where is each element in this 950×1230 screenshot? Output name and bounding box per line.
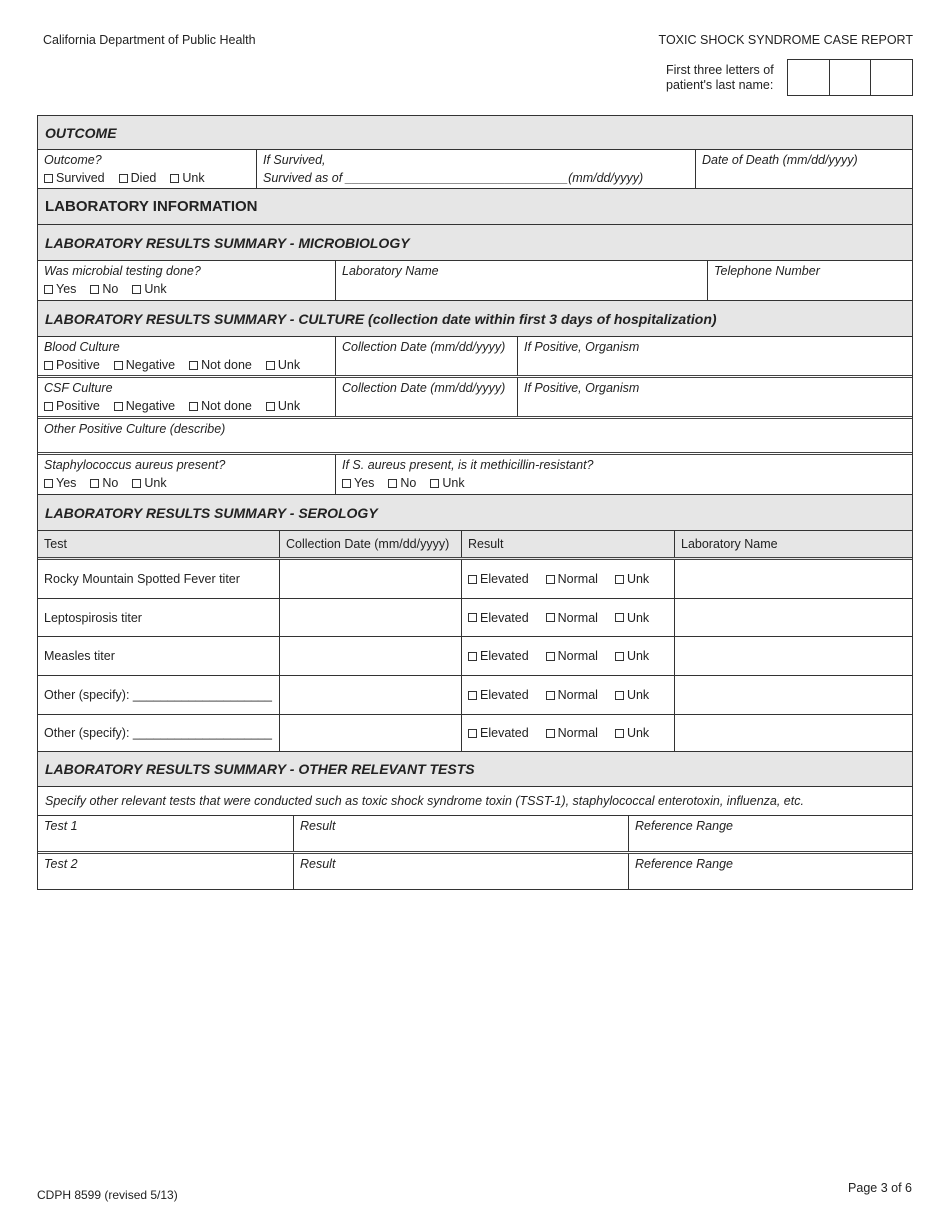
checkbox-icon	[468, 613, 477, 622]
staph-row	[38, 455, 912, 495]
initials-boxes[interactable]	[787, 59, 913, 96]
serology-collection-date-field[interactable]	[280, 599, 462, 636]
checkbox-icon	[468, 575, 477, 584]
checkbox-icon	[44, 361, 53, 370]
test-1-field[interactable]: Test 1	[38, 816, 294, 851]
serology-lab-name-field[interactable]	[675, 637, 912, 675]
serology-lab-name-field[interactable]	[675, 676, 912, 714]
csf-positive-checkbox[interactable]: Positive	[44, 399, 100, 413]
checkbox-icon	[342, 479, 351, 488]
test-2-row	[38, 854, 912, 889]
form-id: CDPH 8599 (revised 5/13)	[37, 1188, 178, 1202]
csf-collection-date-field[interactable]: Collection Date (mm/dd/yyyy)	[336, 378, 518, 416]
mrsa-cell: If S. aureus present, is it methicillin-resistant? Yes No Unk	[342, 458, 594, 490]
checkbox-icon	[170, 174, 179, 183]
checkbox-icon	[266, 402, 275, 411]
checkbox-icon	[546, 652, 555, 661]
test-1-row	[38, 816, 912, 854]
checkbox-icon	[44, 402, 53, 411]
result-unk-checkbox[interactable]: Unk	[615, 572, 649, 586]
survived-label: If Survived,	[263, 153, 326, 167]
result-elevated-checkbox[interactable]: Elevated	[468, 688, 529, 702]
microbiology-section-header: LABORATORY RESULTS SUMMARY - MICROBIOLOGY	[38, 225, 912, 261]
checkbox-icon	[44, 174, 53, 183]
initials-label: First three letters of patient's last name:	[666, 63, 774, 92]
serology-section-header: LABORATORY RESULTS SUMMARY - SEROLOGY	[38, 495, 912, 531]
mrsa-no-checkbox[interactable]: No	[388, 476, 416, 490]
checkbox-icon	[546, 729, 555, 738]
outcome-unk-checkbox[interactable]: Unk	[170, 171, 204, 185]
test-2-range-field[interactable]: Reference Range	[635, 857, 733, 871]
blood-culture-row	[38, 337, 912, 378]
micro-lab-name-field[interactable]: Laboratory Name	[336, 261, 708, 300]
table-row	[38, 599, 912, 637]
result-unk-checkbox[interactable]: Unk	[615, 726, 649, 740]
checkbox-icon	[189, 361, 198, 370]
result-unk-checkbox[interactable]: Unk	[615, 611, 649, 625]
result-normal-checkbox[interactable]: Normal	[546, 688, 598, 702]
serology-test-name: Measles titer	[38, 637, 280, 675]
microbiology-row	[38, 261, 912, 301]
checkbox-icon	[615, 691, 624, 700]
checkbox-icon	[388, 479, 397, 488]
survived-as-of-cell[interactable]	[257, 150, 696, 188]
col-lab-name: Laboratory Name	[681, 537, 778, 551]
table-row	[38, 676, 912, 715]
checkbox-icon	[90, 285, 99, 294]
staph-present-cell: Staphylococcus aureus present? Yes No Unk	[38, 455, 336, 494]
serology-lab-name-field[interactable]	[675, 599, 912, 636]
outcome-row	[38, 150, 912, 189]
result-normal-checkbox[interactable]: Normal	[546, 611, 598, 625]
test-1-result-field[interactable]: Result	[294, 816, 629, 851]
outcome-survived-checkbox[interactable]: Survived	[44, 171, 105, 185]
table-row	[38, 560, 912, 599]
result-unk-checkbox[interactable]: Unk	[615, 688, 649, 702]
result-elevated-checkbox[interactable]: Elevated	[468, 611, 529, 625]
outcome-label: Outcome?	[44, 153, 102, 167]
serology-result-cell	[462, 560, 675, 598]
serology-collection-date-field[interactable]	[280, 637, 462, 675]
csf-negative-checkbox[interactable]: Negative	[114, 399, 175, 413]
checkbox-icon	[44, 479, 53, 488]
checkbox-icon	[615, 652, 624, 661]
report-form	[37, 115, 913, 890]
staph-unk-checkbox[interactable]: Unk	[132, 476, 166, 490]
outcome-cell	[38, 150, 257, 188]
serology-test-name: Rocky Mountain Spotted Fever titer	[38, 560, 280, 598]
other-tests-instructions: Specify other relevant tests that were conducted such as toxic shock syndrome toxin (TSST-1), staphylococcal enterotoxin, influenza, etc.	[38, 787, 912, 816]
checkbox-icon	[189, 402, 198, 411]
result-elevated-checkbox[interactable]: Elevated	[468, 726, 529, 740]
serology-lab-name-field[interactable]	[675, 560, 912, 598]
staph-yes-checkbox[interactable]: Yes	[44, 476, 76, 490]
result-unk-checkbox[interactable]: Unk	[615, 649, 649, 663]
checkbox-icon	[44, 285, 53, 294]
serology-collection-date-field[interactable]	[280, 715, 462, 751]
result-normal-checkbox[interactable]: Normal	[546, 726, 598, 740]
checkbox-icon	[468, 691, 477, 700]
initial-box-2[interactable]	[830, 60, 872, 95]
microbial-unk-checkbox[interactable]: Unk	[132, 282, 166, 296]
date-of-death-field[interactable]: Date of Death (mm/dd/yyyy)	[702, 153, 858, 167]
checkbox-icon	[615, 729, 624, 738]
checkbox-icon	[615, 575, 624, 584]
blood-organism-field[interactable]: If Positive, Organism	[524, 340, 640, 354]
serology-result-cell	[462, 676, 675, 714]
blood-collection-date-field[interactable]: Collection Date (mm/dd/yyyy)	[336, 337, 518, 375]
survived-as-of-field: Survived as of ________________________________(mm/dd/yyyy)	[263, 171, 644, 185]
initial-box-3[interactable]	[871, 60, 912, 95]
lab-info-header: LABORATORY INFORMATION	[38, 189, 912, 225]
csf-culture-cell: CSF Culture Positive Negative Not done Unk	[38, 378, 336, 416]
outcome-section-header: OUTCOME	[38, 116, 912, 150]
report-title: TOXIC SHOCK SYNDROME CASE REPORT	[658, 33, 913, 47]
blood-not-done-checkbox[interactable]: Not done	[189, 358, 252, 372]
serology-collection-date-field[interactable]	[280, 560, 462, 598]
serology-test-name[interactable]: Other (specify): ____________________	[38, 715, 280, 751]
serology-test-name[interactable]: Other (specify): ____________________	[38, 676, 280, 714]
serology-header-row	[38, 531, 912, 560]
other-tests-section-header: LABORATORY RESULTS SUMMARY - OTHER RELEVANT TESTS	[38, 752, 912, 787]
checkbox-icon	[615, 613, 624, 622]
result-elevated-checkbox[interactable]: Elevated	[468, 649, 529, 663]
checkbox-icon	[430, 479, 439, 488]
test-1-range-field[interactable]: Reference Range	[635, 819, 733, 833]
outcome-died-checkbox[interactable]: Died	[119, 171, 157, 185]
serology-collection-date-field[interactable]	[280, 676, 462, 714]
serology-lab-name-field[interactable]	[675, 715, 912, 751]
csf-culture-row	[38, 378, 912, 419]
microbial-yes-checkbox[interactable]: Yes	[44, 282, 76, 296]
staph-no-checkbox[interactable]: No	[90, 476, 118, 490]
result-normal-checkbox[interactable]: Normal	[546, 572, 598, 586]
checkbox-icon	[468, 652, 477, 661]
blood-culture-cell: Blood Culture Positive Negative Not done Unk	[38, 337, 336, 375]
microbial-no-checkbox[interactable]: No	[90, 282, 118, 296]
blood-unk-checkbox[interactable]: Unk	[266, 358, 300, 372]
table-row	[38, 715, 912, 752]
checkbox-icon	[90, 479, 99, 488]
result-elevated-checkbox[interactable]: Elevated	[468, 572, 529, 586]
test-2-field[interactable]: Test 2	[38, 854, 294, 889]
microbial-testing-cell: Was microbial testing done? Yes No Unk	[38, 261, 336, 300]
blood-positive-checkbox[interactable]: Positive	[44, 358, 100, 372]
result-normal-checkbox[interactable]: Normal	[546, 649, 598, 663]
culture-section-header: LABORATORY RESULTS SUMMARY - CULTURE (collection date within first 3 days of hospitalization)	[38, 301, 912, 337]
mrsa-yes-checkbox[interactable]: Yes	[342, 476, 374, 490]
other-positive-culture-field[interactable]: Other Positive Culture (describe)	[38, 419, 912, 455]
csf-unk-checkbox[interactable]: Unk	[266, 399, 300, 413]
checkbox-icon	[132, 285, 141, 294]
page-number: Page 3 of 6	[848, 1181, 912, 1195]
csf-organism-field[interactable]: If Positive, Organism	[524, 381, 640, 395]
csf-not-done-checkbox[interactable]: Not done	[189, 399, 252, 413]
checkbox-icon	[119, 174, 128, 183]
serology-result-cell	[462, 637, 675, 675]
checkbox-icon	[546, 691, 555, 700]
checkbox-icon	[468, 729, 477, 738]
col-collection-date: Collection Date (mm/dd/yyyy)	[280, 531, 462, 557]
initial-box-1[interactable]	[788, 60, 830, 95]
serology-result-cell	[462, 715, 675, 751]
checkbox-icon	[114, 361, 123, 370]
serology-result-cell	[462, 599, 675, 636]
col-result: Result	[462, 531, 675, 557]
test-2-result-field[interactable]: Result	[294, 854, 629, 889]
checkbox-icon	[266, 361, 275, 370]
serology-test-name: Leptospirosis titer	[38, 599, 280, 636]
mrsa-unk-checkbox[interactable]: Unk	[430, 476, 464, 490]
checkbox-icon	[546, 613, 555, 622]
checkbox-icon	[132, 479, 141, 488]
col-test: Test	[38, 531, 280, 557]
checkbox-icon	[546, 575, 555, 584]
blood-negative-checkbox[interactable]: Negative	[114, 358, 175, 372]
checkbox-icon	[114, 402, 123, 411]
micro-phone-field[interactable]: Telephone Number	[714, 264, 820, 278]
table-row	[38, 637, 912, 676]
department-name: California Department of Public Health	[43, 33, 256, 47]
